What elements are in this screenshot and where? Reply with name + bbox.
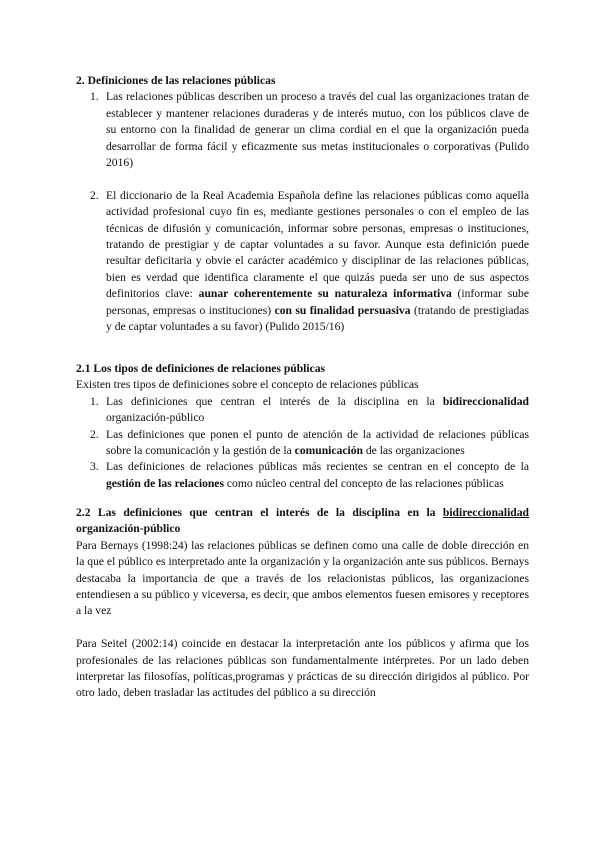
section-2-1-list xyxy=(76,394,529,492)
list-item-text: (tratando de prestigiadas y de captar voluntades a su favor) (Pulido 2015/16) xyxy=(106,303,529,334)
list-item xyxy=(76,459,529,492)
list-item xyxy=(76,427,529,460)
list-item-bold-text: aunar coherentemente su naturaleza informativa xyxy=(198,287,452,301)
list-item-bold-text: bidireccionalidad xyxy=(442,394,529,408)
list-item xyxy=(76,394,529,427)
section-2-1-intro: Existen tres tipos de definiciones sobre el concepto de relaciones públicas xyxy=(76,378,419,392)
list-item xyxy=(76,188,529,336)
section-2-1 xyxy=(76,361,529,492)
list-item-bold-text: comunicación xyxy=(294,444,363,458)
heading-text: organización-público xyxy=(76,522,181,536)
list-item-text: organización-público xyxy=(106,411,205,425)
list-item xyxy=(76,89,529,171)
list-item-text: Las definiciones que ponen el punto de atención de la actividad de relaciones públicas sobre la comunicación y la gestión de la xyxy=(106,427,529,458)
list-item-text: Las relaciones públicas describen un proceso a través del cual las organizaciones tratan de establecer y mantener relaciones duraderas y de interés mutuo, con los públicos clave de su entorno con la finalidad de generar un clima cordial en el que la organización pueda desarrollar de forma fácil y eficazmente sus metas institucionales o corporativas (Pulido 2016) xyxy=(106,90,529,170)
list-item-text: Las definiciones de relaciones públicas más recientes se centran en el concepto de la xyxy=(106,460,529,474)
list-item-text: (informar sube personas, empresas o instituciones) xyxy=(106,287,529,317)
list-item-text: de las organizaciones xyxy=(362,444,465,458)
section-2-2-paragraph-2: Para Seitel (2002:14) coincide en destacar la interpretación ante los públicos y afirma que los profesionales de las relaciones públicas son fundamentalmente intérpretes. Por un lado deben interpretar las filosofías, políticas,programas y prácticas de su dirección dirigidos al público. Por otro lado, deben trasladar las actitudes del público a su dirección xyxy=(76,637,529,700)
list-item-number: 2. xyxy=(90,188,99,202)
list-item-text: Las definiciones que centran el interés de la disciplina en la xyxy=(106,394,443,408)
list-item-bold-text: gestión de las relaciones xyxy=(106,476,224,490)
heading-text: 2.2 Las definiciones que centran el interés de la disciplina en la xyxy=(76,506,443,519)
section-2-list xyxy=(76,89,529,335)
section-2-2 xyxy=(76,505,529,702)
section-2-2-paragraph-1: Para Bernays (1998:24) las relaciones públicas se definen como una calle de doble dirección en la que el público es interpretado ante la organización y la organización ante sus públicos. Bernays destacaba la importancia de que a través de los relacionistas públicos, las organizaciones entendiesen a su público y viceversa, es decir, que ambos elementos fuesen emisores y receptores a la vez xyxy=(76,538,529,618)
list-item-text: El diccionario de la Real Academia Española define las relaciones públicas como aquella actividad profesional cuyo fin es, mediante gestiones personales o con el empleo de las técnicas de difusión y comunicación, informar sobre personas, empresas o instituciones, tratando de prestigiar y de captar voluntades a su favor. Aunque esta definición puede resultar deficitaria y obvie el carácter académico y disciplinar de las relaciones públicas, bien es verdad que identifica claramente el que quizás pueda ser uno de sus aspectos definitorios clave: xyxy=(106,188,529,301)
section-2-2-heading xyxy=(76,505,529,538)
list-item-text: como núcleo central del concepto de las relaciones públicas xyxy=(223,476,504,490)
list-item-bold-text: con su finalidad persuasiva xyxy=(274,303,411,317)
list-item-number: 3. xyxy=(90,460,99,474)
list-item-number: 2. xyxy=(90,427,99,441)
section-2-heading: 2. Definiciones de las relaciones públicas xyxy=(76,74,276,87)
list-item-number: 1. xyxy=(90,394,99,408)
list-item-number: 1. xyxy=(90,90,99,104)
section-2 xyxy=(76,73,529,335)
section-2-1-heading: 2.1 Los tipos de definiciones de relaciones públicas xyxy=(76,362,326,375)
heading-underlined-text: bidireccionalidad xyxy=(442,506,529,519)
